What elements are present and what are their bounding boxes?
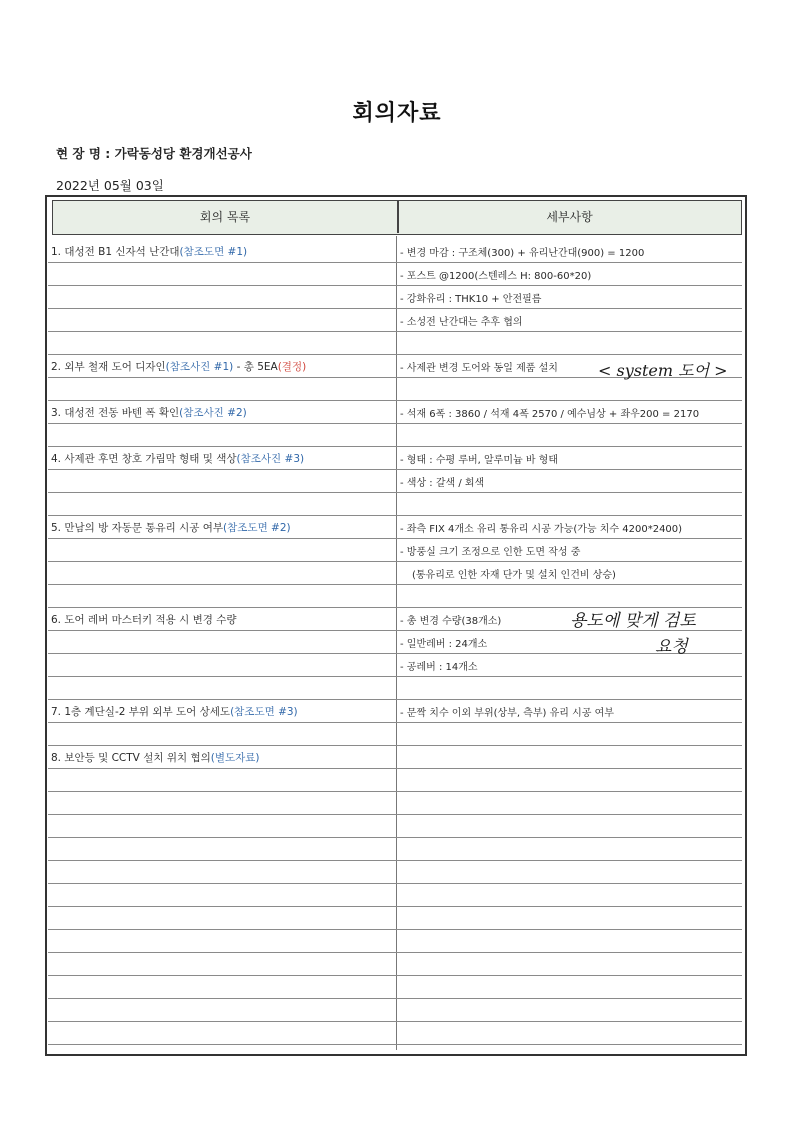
status-label: (결정) <box>277 361 307 373</box>
table-row-item-3 <box>48 401 742 424</box>
table-row-item-1 <box>48 240 742 263</box>
table-row <box>48 332 742 355</box>
table-row <box>48 309 742 332</box>
table-row <box>48 884 742 907</box>
table-row <box>48 792 742 815</box>
meeting-date: 2022년 05월 03일 <box>56 178 164 193</box>
agenda-item-8: 8. 보안등 및 CCTV 설치 위치 협의(별도자료) <box>51 752 260 764</box>
table-row <box>48 723 742 746</box>
reference-label: (별도자료) <box>210 752 260 764</box>
header-agenda: 회의 목록 <box>199 210 251 224</box>
table-row <box>48 378 742 401</box>
agenda-item-6: 6. 도어 레버 마스터키 적용 시 변경 수량 <box>51 614 237 626</box>
detail-text: - 방풍실 크기 조정으로 인한 도면 작성 중 <box>400 547 581 558</box>
handwritten-note-system-door: < system 도어 > <box>598 361 728 380</box>
detail-text: - 사제관 변경 도어와 동일 제품 설치 <box>400 363 558 374</box>
detail-text: - 문짝 치수 이외 부위(상부, 측부) 유리 시공 여부 <box>400 708 614 719</box>
agenda-item-1: 1. 대성전 B1 신자석 난간대(참조도면 #1) <box>51 246 248 258</box>
table-row <box>48 654 742 677</box>
table-row <box>48 286 742 309</box>
agenda-item-2: 2. 외부 철재 도어 디자인(참조사진 #1) - 총 5EA(결정) <box>51 361 307 373</box>
reference-label: (참조도면 #1) <box>179 246 248 258</box>
table-row <box>48 815 742 838</box>
table-row <box>48 976 742 999</box>
table-row <box>48 424 742 447</box>
table-row <box>48 838 742 861</box>
reference-label: (참조사진 #2) <box>179 407 247 419</box>
table-row <box>48 562 742 585</box>
reference-label: (참조사진 #1) <box>165 361 234 373</box>
detail-text: - 포스트 @1200(스텐레스 H: 800-60*20) <box>400 271 592 282</box>
site-name: 현 장 명 : 가락동성당 환경개선공사 <box>56 146 252 161</box>
table-row-item-8 <box>48 746 742 769</box>
detail-text: - 강화유리 : THK10 + 안전필름 <box>400 294 542 305</box>
table-row <box>48 769 742 792</box>
reference-label: (참조사진 #3) <box>236 453 305 465</box>
detail-text: - 공레버 : 14개소 <box>400 662 478 673</box>
table-row <box>48 907 742 930</box>
agenda-item-3: 3. 대성전 전동 바텐 폭 확인(참조사진 #2) <box>51 407 247 419</box>
detail-text: - 좌측 FIX 4개소 유리 통유리 시공 가능(가능 치수 4200*2400) <box>400 524 683 535</box>
table-row-item-7 <box>48 700 742 723</box>
table-row-item-4 <box>48 447 742 470</box>
table-row <box>48 493 742 516</box>
agenda-item-4: 4. 사제관 후면 창호 가림막 형태 및 색상(참조사진 #3) <box>51 453 305 465</box>
table-row <box>48 861 742 884</box>
table-row <box>48 1022 742 1045</box>
table-row <box>48 470 742 493</box>
agenda-item-7: 7. 1층 계단실-2 부위 외부 도어 상세도(참조도면 #3) <box>51 706 298 718</box>
reference-label: (참조도면 #2) <box>223 522 291 534</box>
table-row-item-5 <box>48 516 742 539</box>
table-row <box>48 999 742 1022</box>
detail-text: (통유리로 인한 자재 단가 및 설치 인건비 상승) <box>412 570 616 581</box>
detail-text: - 석재 6폭 : 3860 / 석재 4폭 2570 / 예수님상 + 좌우200 = 2170 <box>400 409 700 420</box>
header-details: 세부사항 <box>546 210 593 224</box>
reference-label: (참조도면 #3) <box>230 706 298 718</box>
detail-text: - 일반레버 : 24개소 <box>400 639 488 650</box>
table-row <box>48 539 742 562</box>
detail-text: - 총 변경 수량(38개소) <box>400 616 502 627</box>
detail-text: - 색상 : 갈색 / 회색 <box>400 478 485 489</box>
table-row <box>48 930 742 953</box>
detail-text: - 형태 : 수평 루버, 알루미늄 바 형태 <box>400 455 558 466</box>
table-row <box>48 263 742 286</box>
table-row <box>48 631 742 654</box>
detail-text: - 소성전 난간대는 추후 협의 <box>400 317 523 328</box>
handwritten-note-review: 용도에 맞게 검토 <box>570 611 696 631</box>
table-row <box>48 677 742 700</box>
table-header <box>52 200 742 235</box>
table-row <box>48 953 742 976</box>
detail-text: - 변경 마감 : 구조체(300) + 유리난간대(900) = 1200 <box>400 248 645 259</box>
document-title: 회의자료 <box>352 101 442 126</box>
handwritten-note-request: 요청 <box>655 637 688 657</box>
table-row <box>48 585 742 608</box>
agenda-item-5: 5. 만남의 방 자동문 통유리 시공 여부(참조도면 #2) <box>51 522 291 534</box>
